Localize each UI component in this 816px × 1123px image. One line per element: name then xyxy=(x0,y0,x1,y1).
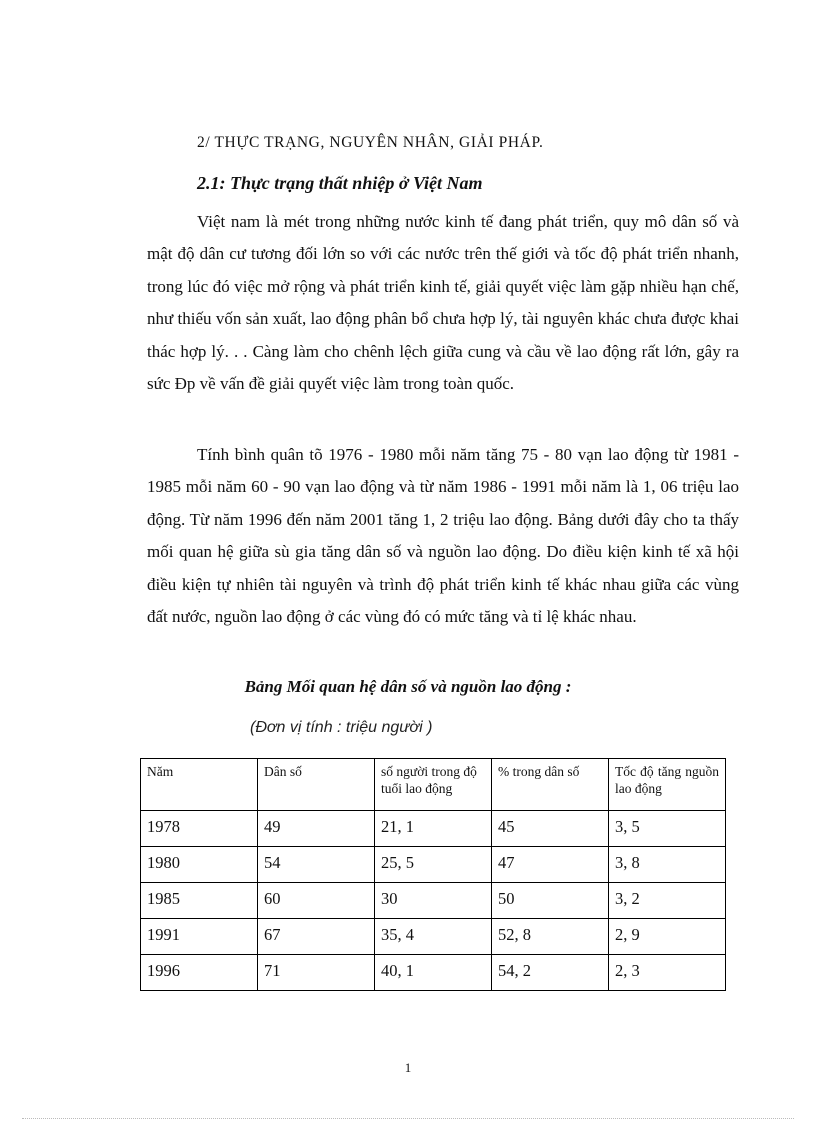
table-unit: (Đơn vị tính : triệu người ) xyxy=(250,719,433,736)
cell-year: 1980 xyxy=(141,847,258,883)
cell-population: 60 xyxy=(258,883,375,919)
table-title: Bảng Mối quan hệ dân số và nguồn lao động : xyxy=(244,677,572,696)
table-row xyxy=(141,811,726,847)
table-row xyxy=(141,955,726,991)
cell-working-age: 25, 5 xyxy=(375,847,492,883)
table-row xyxy=(141,847,726,883)
cell-growth-rate: 2, 9 xyxy=(609,919,726,955)
cell-growth-rate: 3, 2 xyxy=(609,883,726,919)
header-percent: % trong dân số xyxy=(492,759,609,811)
cell-population: 54 xyxy=(258,847,375,883)
cell-percent: 45 xyxy=(492,811,609,847)
header-population: Dân số xyxy=(258,759,375,811)
table-row xyxy=(141,919,726,955)
page-number: 1 xyxy=(404,1060,412,1075)
cell-working-age: 30 xyxy=(375,883,492,919)
cell-percent: 52, 8 xyxy=(492,919,609,955)
section-heading: 2/ THỰC TRẠNG, NGUYÊN NHÂN, GIẢI PHÁP. xyxy=(197,134,544,151)
header-year: Năm xyxy=(141,759,258,811)
cell-working-age: 35, 4 xyxy=(375,919,492,955)
cell-population: 67 xyxy=(258,919,375,955)
table-row xyxy=(141,883,726,919)
cell-working-age: 21, 1 xyxy=(375,811,492,847)
cell-working-age: 40, 1 xyxy=(375,955,492,991)
cell-growth-rate: 3, 8 xyxy=(609,847,726,883)
cell-percent: 50 xyxy=(492,883,609,919)
header-growth-rate: Tốc độ tăng nguồn lao động xyxy=(609,759,726,811)
footer-divider xyxy=(22,1118,794,1119)
paragraph-1: Việt nam là mét trong những nước kinh tế đang phát triển, quy mô dân số và mật độ dân cư tương đối lớn so với các nước trên thế giới và tốc độ phát triển nhanh, trong lúc đó việc mở rộng và phát triển kinh tế, giải quyết việc làm gặp nhiều hạn chế, như thiếu vốn sản xuất, lao động phân bổ chưa hợp lý, tài nguyên khác chưa được khai thác hợp lý. . . Càng làm cho chênh lệch giữa cung và cầu về lao động rất lớn, gây ra sức Đp về vấn đề giải quyết việc làm trong toàn quốc. xyxy=(147,212,739,394)
cell-year: 1991 xyxy=(141,919,258,955)
cell-population: 71 xyxy=(258,955,375,991)
table-header-row xyxy=(141,759,726,811)
cell-growth-rate: 2, 3 xyxy=(609,955,726,991)
cell-percent: 47 xyxy=(492,847,609,883)
cell-year: 1985 xyxy=(141,883,258,919)
cell-year: 1996 xyxy=(141,955,258,991)
cell-year: 1978 xyxy=(141,811,258,847)
cell-percent: 54, 2 xyxy=(492,955,609,991)
data-table xyxy=(140,758,726,991)
cell-growth-rate: 3, 5 xyxy=(609,811,726,847)
subsection-heading: 2.1: Thực trạng thất nhiệp ở Việt Nam xyxy=(197,173,483,193)
paragraph-2: Tính bình quân tõ 1976 - 1980 mỗi năm tăng 75 - 80 vạn lao động từ 1981 - 1985 mỗi năm 60 - 90 vạn lao động và từ năm 1986 - 1991 mỗi năm là 1, 06 triệu lao động. Từ năm 1996 đến năm 2001 tăng 1, 2 triệu lao động. Bảng dưới đây cho ta thấy mối quan hệ giữa sù gia tăng dân số và nguồn lao động. Do điều kiện kinh tế xã hội điều kiện tự nhiên tài nguyên và trình độ phát triển kinh tế khác nhau giữa các vùng đất nước, nguồn lao động ở các vùng đó có mức tăng và tỉ lệ khác nhau. xyxy=(147,445,739,627)
cell-population: 49 xyxy=(258,811,375,847)
header-working-age: số người trong độ tuổi lao động xyxy=(375,759,492,811)
